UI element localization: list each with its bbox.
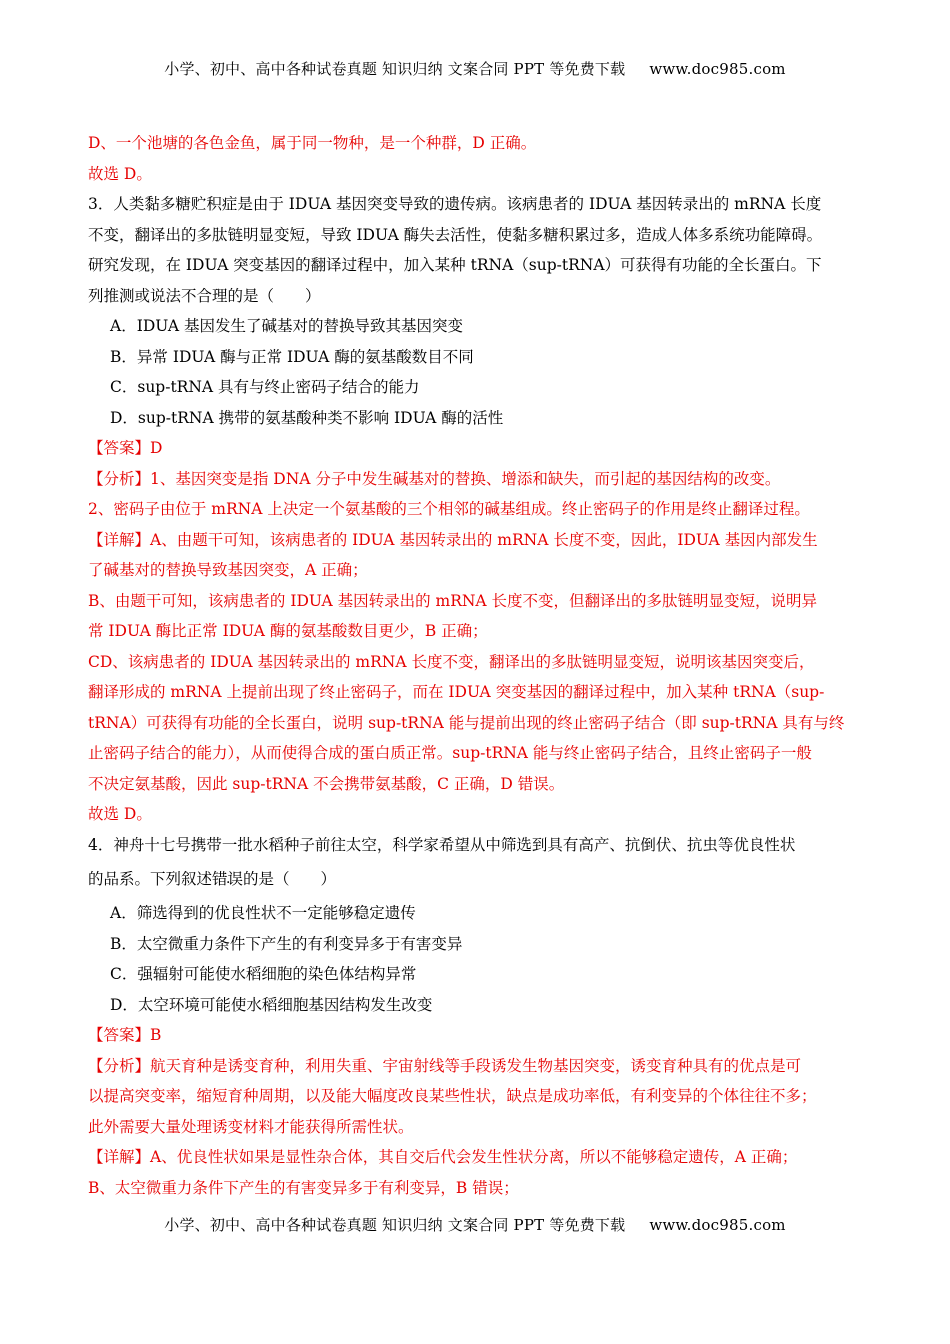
q3-option-c: C．sup-tRNA 具有与终止密码子结合的能力 xyxy=(110,378,420,396)
footer-url[interactable]: www.doc985.com xyxy=(649,1216,786,1234)
q4-option-a: A．筛选得到的优良性状不一定能够稳定遗传 xyxy=(110,904,416,922)
document-body xyxy=(88,128,868,1203)
q3-stem-line: 研究发现，在 IDUA 突变基因的翻译过程中，加入某种 tRNA（sup-tRNA）可获得有功能的全长蛋白。下 xyxy=(88,256,822,274)
q4-option-c: C．强辐射可能使水稻细胞的染色体结构异常 xyxy=(110,965,417,983)
q4-analysis-line: 此外需要大量处理诱变材料才能获得所需性状。 xyxy=(88,1117,414,1136)
q4-option-d: D．太空环境可能使水稻细胞基因结构发生改变 xyxy=(110,995,433,1014)
q3-option-d: D．sup-tRNA 携带的氨基酸种类不影响 IDUA 酶的活性 xyxy=(110,408,504,427)
question-3 xyxy=(88,189,868,830)
prev-choice: 故选 D。 xyxy=(88,164,152,183)
q3-choice: 故选 D。 xyxy=(88,805,152,823)
q3-stem-line: 3．人类黏多糖贮积症是由于 IDUA 基因突变导致的遗传病。该病患者的 IDUA 基因转录出的 mRNA 长度 xyxy=(88,195,822,213)
q3-detail-line: 止密码子结合的能力），从而使得合成的蛋白质正常。sup-tRNA 能与终止密码子结合，且终止密码子一般 xyxy=(88,744,812,762)
q3-detail-line: B、由题干可知，该病患者的 IDUA 基因转录出的 mRNA 长度不变，但翻译出的多肽链明显变短，说明异 xyxy=(88,591,818,610)
q4-analysis-line: 以提高突变率，缩短育种周期，以及能大幅度改良某些性状，缺点是成功率低，有利变异的个体往往不多； xyxy=(88,1087,817,1105)
q4-stem-line xyxy=(88,860,868,898)
q4-emphasis-word: 错误 · xyxy=(212,870,243,888)
q3-detail-line: 常 IDUA 酶比正常 IDUA 酶的氨基酸数目更少，B 正确； xyxy=(88,622,488,640)
q3-option-a: A．IDUA 基因发生了碱基对的替换导致其基因突变 xyxy=(110,317,463,335)
page-footer xyxy=(0,1214,950,1235)
header-text: 小学、初中、高中各种试卷真题 知识归纳 文案合同 PPT 等免费下载 xyxy=(164,60,626,78)
q3-analysis-line: 2、密码子由位于 mRNA 上决定一个氨基酸的三个相邻的碱基组成。终止密码子的作用是终止翻译过程。 xyxy=(88,500,810,518)
q3-answer: 【答案】D xyxy=(88,439,163,457)
prev-option-d-explanation: D、一个池塘的各色金鱼，属于同一物种，是一个种群，D 正确。 xyxy=(88,134,537,152)
q3-detail-line: tRNA）可获得有功能的全长蛋白，说明 sup-tRNA 能与提前出现的终止密码子结合（即 sup-tRNA 具有与终 xyxy=(88,713,845,732)
q3-detail-line: 【详解】A、由题干可知，该病患者的 IDUA 基因转录出的 mRNA 长度不变，因此，IDUA 基因内部发生 xyxy=(88,530,818,549)
q3-detail-line: 了碱基对的替换导致基因突变，A 正确； xyxy=(88,561,368,579)
q3-analysis-line: 【分析】1、基因突变是指 DNA 分子中发生碱基对的替换、增添和缺失，而引起的基因结构的改变。 xyxy=(88,469,781,488)
q3-detail-line: CD、该病患者的 IDUA 基因转录出的 mRNA 长度不变，翻译出的多肽链明显变短，说明该基因突变后， xyxy=(88,652,815,671)
q4-stem-line: 4．神舟十七号携带一批水稻种子前往太空，科学家希望从中筛选到具有高产、抗倒伏、抗虫等优良性状 xyxy=(88,835,796,854)
q4-answer: 【答案】B xyxy=(88,1026,162,1044)
question-4 xyxy=(88,830,868,1204)
q3-stem-line: 列推测或说法不合理的是（ ） xyxy=(88,286,321,305)
q4-detail-line: B、太空微重力条件下产生的有害变异多于有利变异，B 错误； xyxy=(88,1178,519,1197)
q4-detail-line: 【详解】A、优良性状如果是显性杂合体，其自交后代会发生性状分离，所以不能够稳定遗传，A 正确； xyxy=(88,1148,798,1166)
q3-detail-line: 不决定氨基酸，因此 sup-tRNA 不会携带氨基酸，C 正确，D 错误。 xyxy=(88,774,565,793)
q4-stem-text: 的是（ ） xyxy=(243,870,337,888)
header-url[interactable]: www.doc985.com xyxy=(649,60,786,78)
footer-text: 小学、初中、高中各种试卷真题 知识归纳 文案合同 PPT 等免费下载 xyxy=(164,1216,626,1234)
q3-stem-line: 不变，翻译出的多肽链明显变短，导致 IDUA 酶失去活性，使黏多糖积累过多，造成人体多系统功能障碍。 xyxy=(88,225,823,244)
q4-stem-text: 的品系。下列叙述 xyxy=(88,870,213,888)
q4-option-b: B．太空微重力条件下产生的有利变异多于有害变异 xyxy=(110,934,463,953)
q3-detail-line: 翻译形成的 mRNA 上提前出现了终止密码子，而在 IDUA 突变基因的翻译过程中，加入某种 tRNA（sup- xyxy=(88,683,825,701)
page-header xyxy=(0,58,950,79)
q4-analysis-line: 【分析】航天育种是诱变育种，利用失重、宇宙射线等手段诱发生物基因突变，诱变育种具有的优点是可 xyxy=(88,1056,802,1075)
q3-option-b: B．异常 IDUA 酶与正常 IDUA 酶的氨基酸数目不同 xyxy=(110,347,474,366)
